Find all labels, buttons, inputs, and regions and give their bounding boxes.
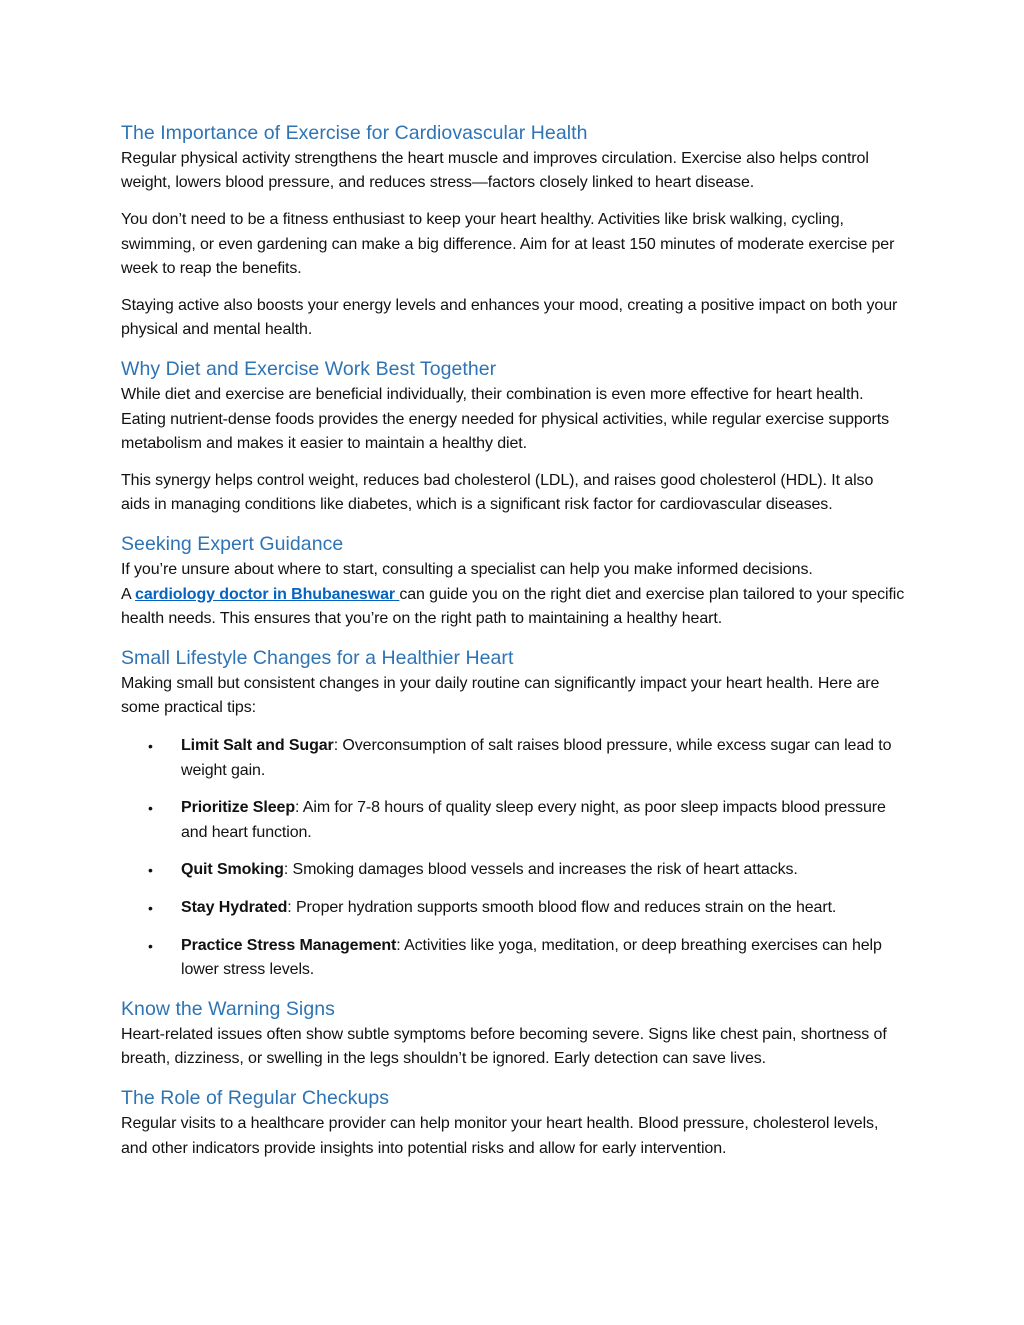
section-expert-guidance <box>121 531 906 631</box>
bullet-icon: • <box>148 738 153 755</box>
list-item <box>121 896 906 920</box>
list-item <box>121 796 906 844</box>
list-item <box>121 858 906 882</box>
section-heading: The Importance of Exercise for Cardiovascular Health <box>121 122 588 144</box>
paragraph-line: If you’re unsure about where to start, consulting a specialist can help you make informed decisions. <box>121 561 813 579</box>
paragraph <box>121 558 906 631</box>
section-lifestyle-changes <box>121 645 906 982</box>
bullet-icon: • <box>148 862 153 879</box>
tip-text: : Aim for 7-8 hours of quality sleep every night, as poor sleep impacts blood pressure and heart function. <box>181 799 886 841</box>
section-heading: Why Diet and Exercise Work Best Together <box>121 358 497 381</box>
tips-list <box>121 734 906 982</box>
section-heading: Know the Warning Signs <box>121 998 335 1021</box>
paragraph: Making small but consistent changes in your daily routine can significantly impact your heart health. Here are some practical tips: <box>121 675 880 717</box>
bullet-icon: • <box>148 899 153 916</box>
section-regular-checkups <box>121 1085 906 1160</box>
tip-text: : Overconsumption of salt raises blood pressure, while excess sugar can lead to weight gain. <box>181 737 892 779</box>
tip-title: Prioritize Sleep <box>181 799 295 817</box>
paragraph-prefix: A <box>121 585 136 603</box>
list-item <box>121 934 906 982</box>
paragraph: This synergy helps control weight, reduces bad cholesterol (LDL), and raises good cholesterol (HDL). It also aids in managing conditions like diabetes, which is a significant risk factor for cardiovascular diseases. <box>121 472 874 514</box>
section-diet-exercise <box>121 356 906 517</box>
tip-text: : Smoking damages blood vessels and increases the risk of heart attacks. <box>283 861 798 879</box>
tip-text: : Activities like yoga, meditation, or deep breathing exercises can help lower stress levels. <box>181 936 882 978</box>
bullet-icon: • <box>148 937 153 954</box>
bullet-icon: • <box>148 800 153 817</box>
cardiology-doctor-link[interactable]: cardiology doctor in Bhubaneswar <box>135 585 400 603</box>
tip-title: Quit Smoking <box>181 861 284 879</box>
paragraph: Regular visits to a healthcare provider can help monitor your heart health. Blood pressure, cholesterol levels, and other indicators provide insights into potential risks and allow for early intervention. <box>121 1115 879 1157</box>
tip-title: Practice Stress Management <box>181 936 397 954</box>
section-exercise <box>121 120 906 342</box>
section-warning-signs <box>121 996 906 1071</box>
tip-title: Stay Hydrated <box>181 898 288 916</box>
section-heading: Small Lifestyle Changes for a Healthier Heart <box>121 647 514 670</box>
paragraph: While diet and exercise are beneficial individually, their combination is even more effective for heart health. Eating nutrient-dense foods provides the energy needed for physical activities, while regular exercise supports metabolism and makes it easier to maintain a healthy diet. <box>121 386 890 452</box>
paragraph: Regular physical activity strengthens the heart muscle and improves circulation. Exercise also helps control weight, lowers blood pressure, and reduces stress—factors closely linked to heart disease. <box>121 150 869 192</box>
paragraph: Heart-related issues often show subtle symptoms before becoming severe. Signs like chest pain, shortness of breath, dizziness, or swelling in the legs shouldn’t be ignored. Early detection can save lives. <box>121 1026 887 1068</box>
paragraph-suffix: can guide you on the right diet and exercise plan tailored to your specific health needs. This ensures that you’re on the right path to maintaining a healthy heart. <box>121 585 905 627</box>
list-item <box>121 734 906 782</box>
tip-text: : Proper hydration supports smooth blood flow and reduces strain on the heart. <box>287 898 837 916</box>
section-heading: The Role of Regular Checkups <box>121 1087 390 1110</box>
section-heading: Seeking Expert Guidance <box>121 533 344 556</box>
tip-title: Limit Salt and Sugar <box>181 737 334 755</box>
paragraph: Staying active also boosts your energy levels and enhances your mood, creating a positive impact on both your physical and mental health. <box>121 297 898 339</box>
paragraph: You don’t need to be a fitness enthusiast to keep your heart healthy. Activities like brisk walking, cycling, swimming, or even gardening can make a big difference. Aim for at least 150 minutes of moderate exercise per week to reap the benefits. <box>121 211 895 277</box>
